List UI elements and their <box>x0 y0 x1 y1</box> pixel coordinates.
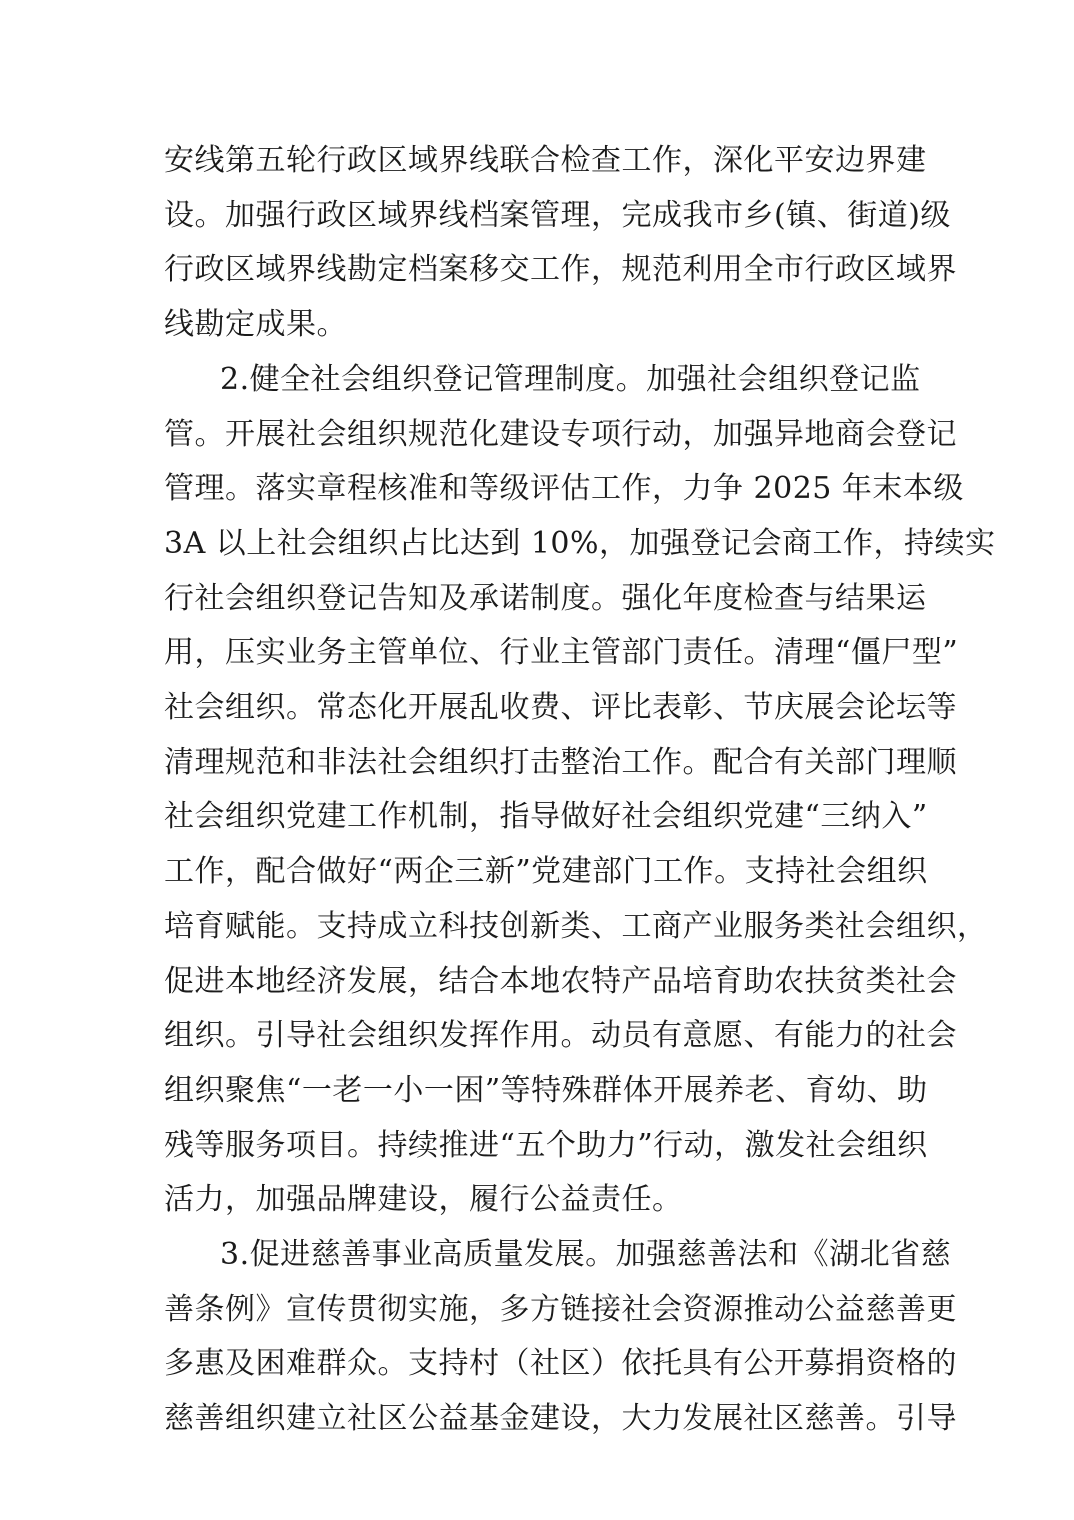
text-line: 多惠及困难群众。支持村（社区）依托具有公开募捐资格的 <box>164 1346 957 1382</box>
text-line: 组织聚焦“一老一小一困”等特殊群体开展养老、育幼、助 <box>164 1072 928 1108</box>
text-line: 活力，加强品牌建设，履行公益责任。 <box>164 1182 683 1218</box>
paragraph-social-organizations <box>164 353 996 1228</box>
text-line: 行政区域界线勘定档案移交工作，规范利用全市行政区域界 <box>164 252 957 288</box>
text-line: 管。开展社会组织规范化建设专项行动，加强异地商会登记 <box>164 416 957 452</box>
text-line: 用，压实业务主管单位、行业主管部门责任。清理“僵尸型” <box>164 635 959 671</box>
body-text <box>164 134 996 1447</box>
text-line: 3A 以上社会组织占比达到 10%，加强登记会商工作，持续实 <box>164 525 996 561</box>
paragraph-charity <box>164 1228 957 1447</box>
text-line: 社会组织党建工作机制，指导做好社会组织党建“三纳入” <box>164 799 928 835</box>
text-line: 设。加强行政区域界线档案管理，完成我市乡(镇、街道)级 <box>164 197 951 233</box>
text-line: 2.健全社会组织登记管理制度。加强社会组织登记监 <box>220 361 921 397</box>
text-line: 清理规范和非法社会组织打击整治工作。配合有关部门理顺 <box>164 744 957 780</box>
paragraph-boundary-work <box>164 134 957 353</box>
text-line: 社会组织。常态化开展乱收费、评比表彰、节庆展会论坛等 <box>164 690 957 726</box>
text-line: 管理。落实章程核准和等级评估工作，力争 2025 年末本级 <box>164 471 964 507</box>
text-line: 残等服务项目。持续推进“五个助力”行动，激发社会组织 <box>164 1127 928 1163</box>
text-line: 安线第五轮行政区域界线联合检查工作，深化平安边界建 <box>164 143 927 178</box>
text-line: 线勘定成果。 <box>164 307 347 343</box>
text-line: 促进本地经济发展，结合本地农特产品培育助农扶贫类社会 <box>164 963 957 999</box>
text-line: 工作，配合做好“两企三新”党建部门工作。支持社会组织 <box>164 854 928 890</box>
text-line: 行社会组织登记告知及承诺制度。强化年度检查与结果运 <box>164 580 927 616</box>
text-line: 组织。引导社会组织发挥作用。动员有意愿、有能力的社会 <box>164 1018 957 1054</box>
text-line: 善条例》宣传贯彻实施，多方链接社会资源推动公益慈善更 <box>164 1291 957 1327</box>
text-line: 培育赋能。支持成立科技创新类、工商产业服务类社会组织， <box>164 908 988 944</box>
text-line: 3.促进慈善事业高质量发展。加强慈善法和《湖北省慈 <box>220 1237 952 1273</box>
text-line: 慈善组织建立社区公益基金建设，大力发展社区慈善。引导 <box>164 1401 957 1437</box>
